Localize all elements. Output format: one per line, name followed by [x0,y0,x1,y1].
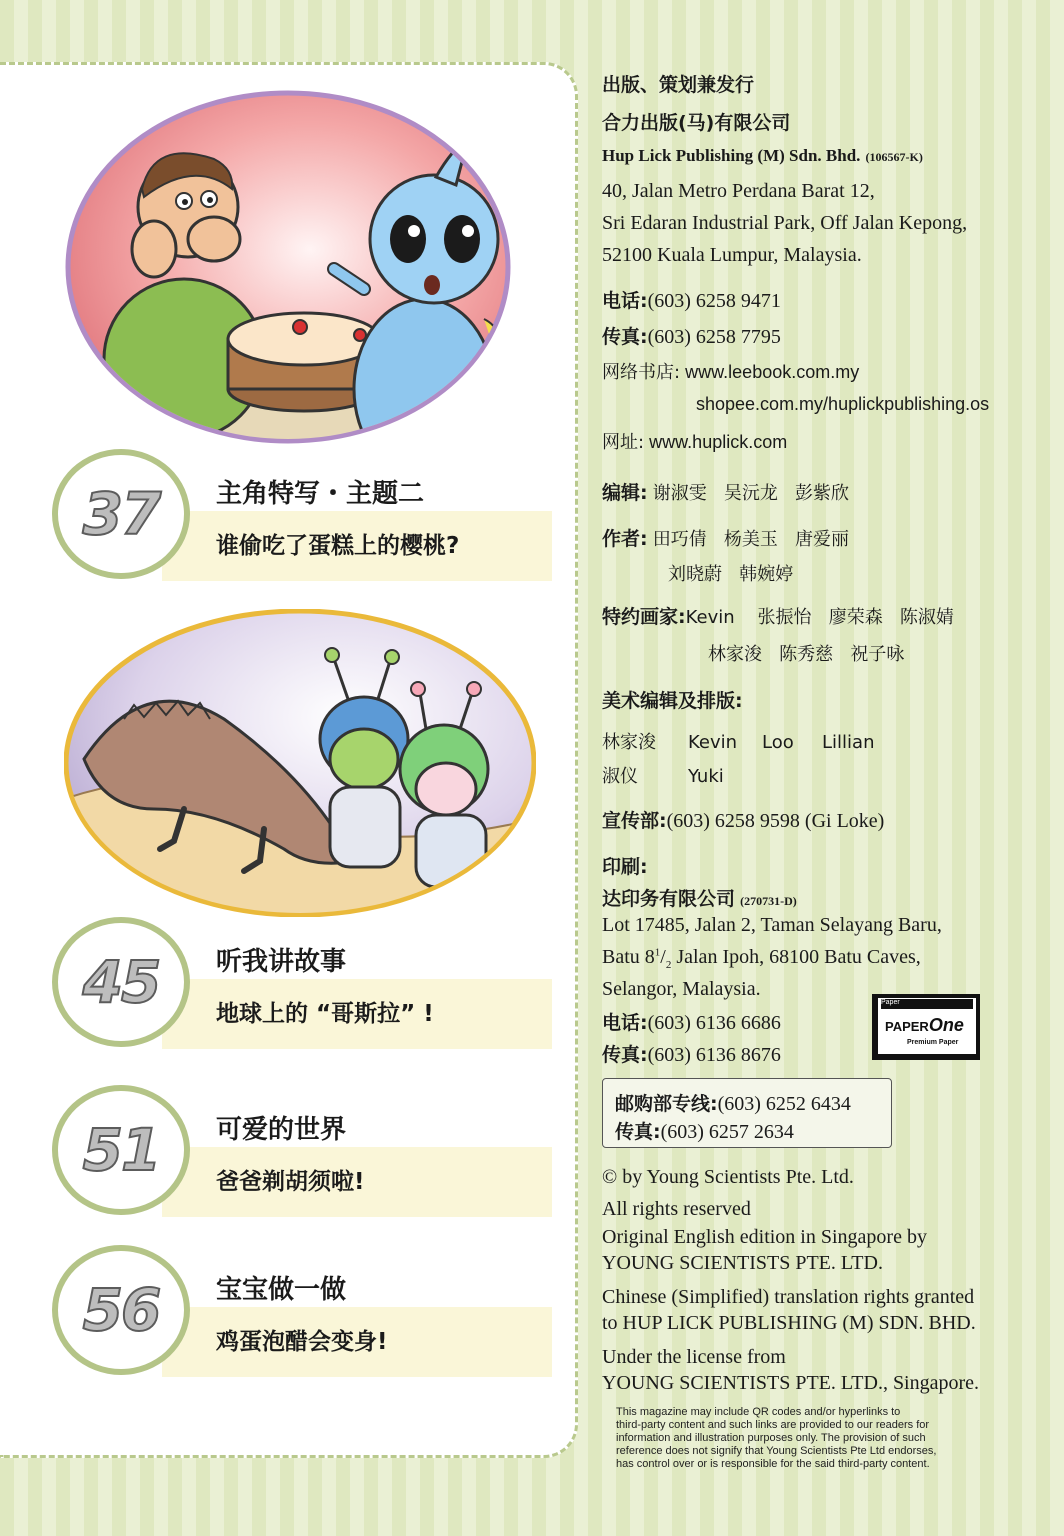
art-staff: Yuki [688,766,724,787]
tel-label: 电话: [602,1012,648,1034]
editor-label: 编辑: [602,482,648,504]
disclaimer-line: reference does not signify that Young Scientists Pte Ltd endorses, [616,1445,937,1457]
license: Under the license from [602,1346,786,1368]
shop-link[interactable]: shopee.com.my/huplickpublishing.os [696,394,990,414]
page-number-circle [52,1245,190,1375]
printer-address-line: Lot 17485, Jalan 2, Taman Selayang Baru, [602,914,942,936]
mail-label: 传真: [615,1121,661,1143]
illustrators: 林家浚 陈秀慈 祝子咏 [708,644,905,665]
original-edition: YOUNG SCIENTISTS PTE. LTD. [602,1252,883,1274]
printer-reg-no: (270731-D) [740,894,797,908]
art-staff-line [602,728,874,754]
illustrators-line [602,602,954,629]
printer-address-line: Batu $8^1/_2$ Jalan Ipoh, 68100 Batu Caves, [602,946,921,971]
cake-illustration [64,89,512,445]
printer-name: 达印务有限公司 [602,888,736,910]
toc-subtitle[interactable]: 爸爸剃胡须啦! [216,1169,365,1195]
mail-value: (603) 6252 6434 [717,1093,851,1115]
original-edition: Original English edition in Singapore by [602,1226,927,1248]
tel-label: 电话: [602,290,648,312]
toc-entry[interactable] [52,1085,552,1225]
promo-line [602,806,884,833]
shop-label: 网络书店: [602,362,681,383]
mail-order-box [602,1078,892,1148]
printer-tel [602,1008,781,1035]
tel-value: (603) 6136 6686 [647,1012,781,1034]
toc-subtitle[interactable]: 鸡蛋泡醋会变身! [216,1329,388,1355]
authors: 刘晓蔚 韩婉婷 [668,564,794,585]
authors: 田巧倩 杨美玉 唐爱丽 [652,529,850,550]
page-number: 37 [82,480,160,548]
toc-title[interactable]: 可爱的世界 [216,1115,347,1145]
page-number: 56 [82,1276,160,1344]
paper-logo-tagline: Premium Paper [907,1039,959,1046]
publisher-address-line: 52100 Kuala Lumpur, Malaysia. [602,244,862,266]
printer-name-line [602,884,797,911]
mail-label: 邮购部专线: [615,1093,718,1115]
art-staff: Loo [762,732,794,753]
toc-subtitle[interactable]: 谁偷吃了蛋糕上的樱桃? [216,533,460,559]
online-shop [602,358,859,384]
art-staff: Lillian [822,732,875,753]
toc-entry[interactable] [52,1245,552,1385]
promo-label: 宣传部: [602,810,667,832]
promo-value: (603) 6258 9598 (Gi Loke) [666,810,885,832]
copyright: © by Young Scientists Pte. Ltd. [602,1166,854,1188]
toc-title[interactable]: 宝宝做一做 [216,1275,347,1305]
page-number: 45 [82,948,160,1016]
translation-rights: Chinese (Simplified) translation rights granted [602,1286,975,1308]
web-label: 网址: [602,432,645,453]
toc-subtitle[interactable]: 地球上的 “哥斯拉” ! [216,1001,434,1027]
illustrators: Kevin 张振怡 廖荣森 陈淑婧 [685,607,954,628]
toc-title[interactable]: 听我讲故事 [216,947,347,977]
publisher-name-cn: 合力出版(马)有限公司 [602,112,791,134]
publisher-name-en-line [602,146,923,166]
mail-value: (603) 6257 2634 [660,1121,794,1143]
art-staff: Kevin [688,732,738,753]
disclaimer-line: has control over or is responsible for the said third-party content. [616,1458,930,1470]
publisher-address-line: 40, Jalan Metro Perdana Barat 12, [602,180,875,202]
mail-order-line [615,1117,794,1144]
art-staff: 林家浚 [602,732,656,753]
toc-entry[interactable] [52,917,552,1057]
disclaimer-line: This magazine may include QR codes and/or hyperlinks to [616,1406,901,1418]
art-staff: 淑仪 [602,766,638,787]
disclaimer-line: information and illustration purposes only. The provision of such [616,1432,926,1444]
toc-entry[interactable] [52,449,552,589]
fax-value: (603) 6136 8676 [647,1044,781,1066]
translation-rights: to HUP LICK PUBLISHING (M) SDN. BHD. [602,1312,976,1334]
disclaimer-line: third-party content and such links are provided to our readers for [616,1419,930,1431]
lizard-illustration [64,609,536,917]
disclaimer [616,1406,996,1471]
author-label: 作者: [602,528,648,550]
publisher-address-line: Sri Edaran Industrial Park, Off Jalan Kepong, [602,212,968,234]
editors-line [602,478,849,505]
toc-title[interactable]: 主角特写・主题二 [216,479,425,509]
fax-label: 传真: [602,326,648,348]
page-number: 51 [82,1116,160,1184]
page-number-circle [52,917,190,1047]
printer-fax [602,1040,781,1067]
license: YOUNG SCIENTISTS PTE. LTD., Singapore. [602,1372,980,1394]
page-number-circle [52,1085,190,1215]
fax-label: 传真: [602,1044,648,1066]
paper-logo-top: Paper [881,999,973,1009]
publisher-heading: 出版、策划兼发行 [602,74,755,96]
authors-line [602,524,849,551]
publisher-reg-no: (106567-K) [865,150,923,164]
website [602,428,787,454]
table-of-contents-panel [0,62,578,1458]
shop-link[interactable]: www.leebook.com.my [685,362,860,382]
art-label: 美术编辑及排版: [602,690,743,712]
fax-value: (603) 6258 7795 [647,326,781,348]
illustrator-label: 特约画家: [602,606,686,628]
art-staff-line [602,762,724,788]
printer-heading: 印刷: [602,856,648,878]
web-link[interactable]: www.huplick.com [649,432,788,452]
editors: 谢淑雯 吴沅龙 彭紫欣 [652,483,850,504]
tel-value: (603) 6258 9471 [647,290,781,312]
paper-logo-brand: PAPEROne [885,1015,964,1035]
publisher-tel [602,286,781,313]
printer-address-line: Selangor, Malaysia. [602,978,761,1000]
paperone-logo [872,994,980,1060]
page-number-circle [52,449,190,579]
rights-reserved: All rights reserved [602,1198,751,1220]
publisher-fax [602,322,781,349]
publisher-name-en: Hup Lick Publishing (M) Sdn. Bhd. [602,146,861,165]
mail-order-line [615,1089,851,1116]
